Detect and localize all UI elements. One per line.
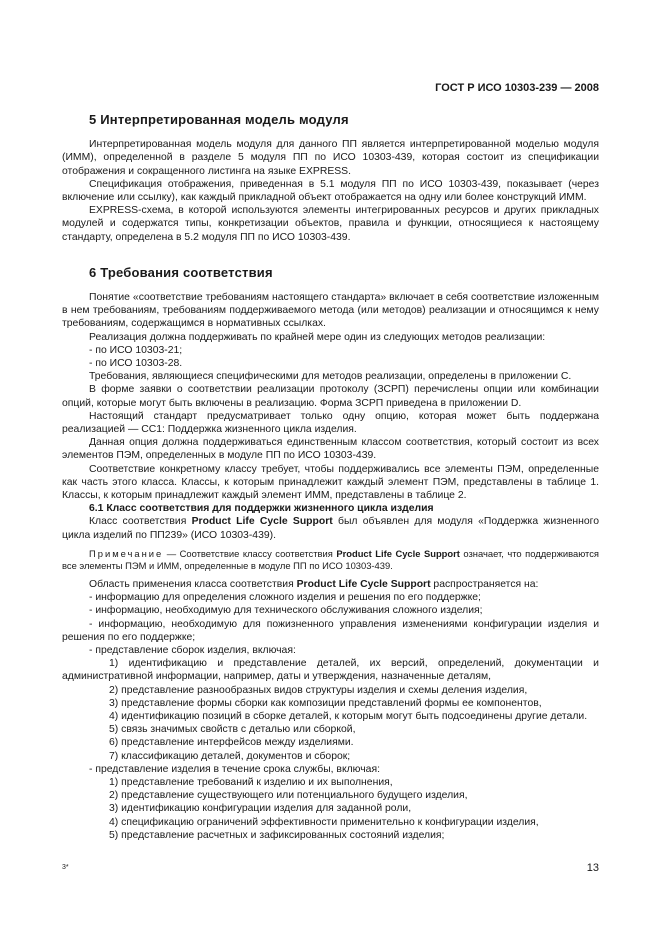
scope-paragraph: Область применения класса соответствия Product Life Cycle Support распространяется на: [89, 578, 539, 590]
page-number: 13 [586, 862, 599, 874]
sub-list-item: 2) представление существующего или потенциального будущего изделия, [109, 790, 468, 802]
sub-list-item: 1) идентификацию и представление деталей, их версий, определений, документации и административной информации, например, даты и утверждения, назначенные деталям, [62, 658, 599, 683]
sub-list-item: 5) связь значимых свойств с деталью или сборкой, [109, 724, 356, 736]
section-5-title: 5 Интерпретированная модель модуля [89, 112, 349, 127]
section-6-list-item: - по ИСО 10303-28. [89, 358, 183, 370]
sub-list-item: 4) идентификацию позиций в сборке деталей, к которым могут быть подсоединены другие детали. [109, 710, 588, 722]
list-item: - информацию, необходимую для пожизненного управления изменениями конфигурации изделия и решения по его поддержке; [62, 618, 599, 643]
sub-list-item: 5) представление расчетных и зафиксированных состояний изделия; [109, 829, 445, 841]
section-6-paragraph: Реализация должна поддерживать по крайней мере один из следующих методов реализации: [89, 331, 546, 343]
section-6-title: 6 Требования соответствия [89, 264, 273, 280]
list-item: - информацию для определения сложного изделия и решения по его поддержке; [89, 592, 481, 604]
section-6-paragraph: Данная опция должна поддерживаться единственным классом соответствия, который состоит из всех элементов ПЭМ, определенных в модуле ПП по ИСО 10303-439. [62, 437, 599, 462]
section-6-paragraph: Понятие «соответствие требованиям настоящего стандарта» включает в себя соответствие изложенным в нем требованиям, требованиям поддерживаемого метода (или методов) реализации и относящимся к нему требованиям, содержащимся в нормативных ссылках. [62, 292, 599, 330]
section-6-list-item: - по ИСО 10303-21; [89, 344, 183, 356]
sheet-mark: 3* [62, 864, 69, 871]
section-5-paragraph: EXPRESS-схема, в которой используются элементы интегрированных ресурсов и других прикладных модулей и содержатся типы, конкретизации объектов, правила и функции, относящиеся к настоящему стандарту, определена в 5.2 модуля ПП по ИСО 10303-439. [62, 205, 599, 243]
list-item: - представление изделия в течение срока службы, включая: [89, 763, 380, 775]
section-6-paragraph: Требования, являющиеся специфическими для методов реализации, определены в приложении С. [89, 371, 572, 383]
sub-list-item: 6) представление интерфейсов между изделиями. [109, 737, 354, 749]
list-item: - представление сборок изделия, включая: [89, 644, 296, 656]
sub-list-item: 4) спецификацию ограничений эффективности применительно к конфигурации изделия, [109, 816, 539, 828]
section-6-paragraph: Соответствие конкретному классу требует, чтобы поддерживались все элементы ПЭМ, определенные как часть этого класса. Классы, к которым принадлежит каждый элемент ПЭМ, представлены в таблице 1. Классы, к которым принадлежит каждый элемент ИММ, представлены в таблице 2. [62, 463, 599, 502]
sub-list-item: 3) идентификацию конфигурации изделия для заданной роли, [109, 803, 412, 815]
section-5-paragraph: Спецификация отображения, приведенная в 5.1 модуля ПП по ИСО 10303-439, показывает (через включение или ссылку), как каждый прикладной объект отображается на одну или более конструкций ИММ. [62, 178, 599, 204]
standard-code-header: ГОСТ Р ИСО 10303-239 — 2008 [435, 82, 599, 94]
section-5-paragraph: Интерпретированная модель модуля для данного ПП является интерпретированной моделью модуля (ИММ), определенной в разделе 5 модуля ПП по ИСО 10303-439, которая состоит из спецификации отображения и сокращенного листинга на языке EXPRESS. [62, 139, 599, 177]
section-6-paragraph: Настоящий стандарт предусматривает только одну опцию, которая может быть поддержана реализацией — СС1: Поддержка жизненного цикла изделия. [62, 410, 599, 436]
list-item: - информацию, необходимую для технического обслуживания сложного изделия; [89, 605, 483, 617]
section-6-1-title: 6.1 Класс соответствия для поддержки жизненного цикла изделия [89, 503, 434, 515]
sub-list-item: 1) представление требований к изделию и их выполнения, [109, 776, 393, 788]
section-6-paragraph: В форме заявки о соответствии реализации протоколу (ЗСРП) перечислены опции или комбинации опций, которые могут быть включены в реализацию. Форма ЗСРП приведена в приложении D. [62, 384, 599, 409]
section-6-1-paragraph: Класс соответствия Product Life Cycle Support был объявлен для модуля «Поддержка жизненного цикла изделий по ПП239» (ИСО 10303-439). [62, 516, 600, 541]
sub-list-item: 3) представление формы сборки как композиции представлений формы ее компонентов, [109, 697, 542, 709]
sub-list-item: 2) представление разнообразных видов структуры изделия и схемы деления изделия, [109, 684, 528, 696]
sub-list-item: 7) классификацию деталей, документов и сборок; [109, 750, 351, 762]
note: Примечание — Соответствие классу соответствия Product Life Cycle Support означает, что поддерживаются все элементы ПЭМ и ИММ, определенные в модуле ПП по ИСО 10303-439. [62, 547, 599, 571]
page-content [62, 105, 599, 842]
